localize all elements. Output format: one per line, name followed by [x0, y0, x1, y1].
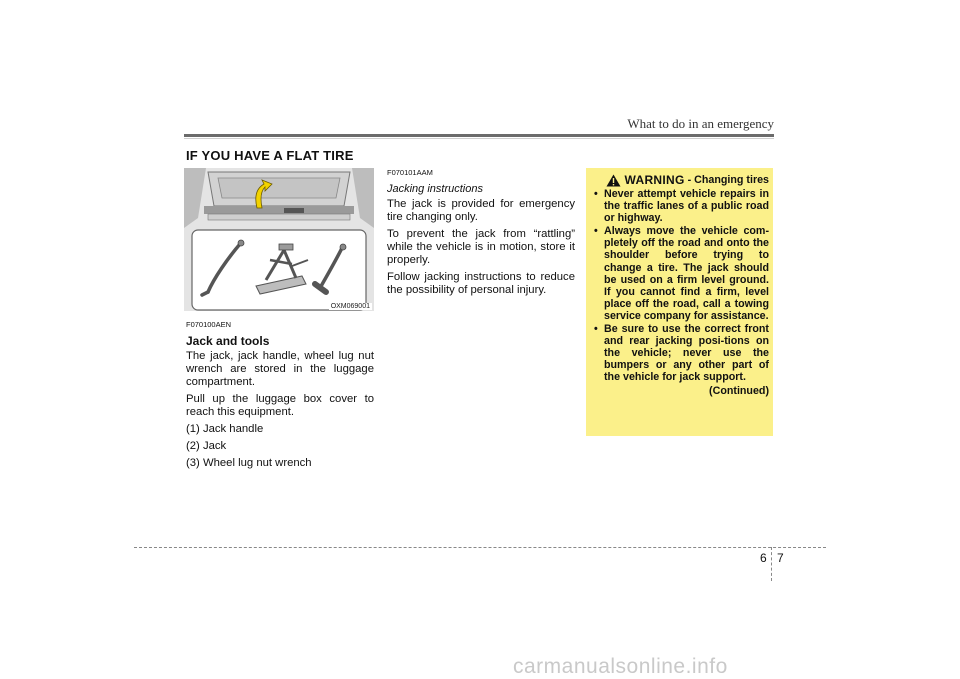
jack-tools-item: (1) Jack handle	[186, 423, 264, 435]
figure-id: OXM069001	[330, 303, 370, 310]
footer-rule	[134, 547, 826, 548]
warning-item: • Be sure to use the correct front and rear jacking posi-tions on the vehicle; never use the bumpers or any other part of the vehicle for jack support.	[594, 323, 769, 384]
header-title: What to do in an emergency	[627, 116, 774, 131]
jacking-code: F070101AAM	[387, 168, 433, 177]
luggage-tools-illustration	[184, 168, 374, 311]
jacking-paragraph: Follow jacking instructions to reduce the possibility of personal injury.	[387, 271, 575, 296]
warning-list	[592, 188, 769, 384]
jack-tools-heading: Jack and tools	[186, 334, 270, 348]
warning-subtitle: - Changing tires	[687, 174, 769, 187]
warning-item: • Always move the vehicle com-pletely off the road and onto the shoulder before trying to change a tire. The jack should be used on a firm level ground. If you cannot find a firm, level place off the road, call a towing service company for assistance.	[594, 225, 769, 322]
column-jacking	[387, 166, 575, 301]
page-section-number: 6	[760, 551, 767, 565]
jacking-paragraph: To prevent the jack from “rattling” while the vehicle is in motion, store it properly.	[387, 228, 575, 266]
footer-divider	[771, 547, 772, 581]
warning-triangle-icon	[606, 174, 621, 187]
jack-tools-code: F070100AEN	[186, 320, 232, 329]
warning-header	[592, 174, 769, 187]
jack-tools-item: (2) Jack	[186, 440, 227, 452]
jacking-paragraph: The jack is provided for emergency tire changing only.	[387, 198, 575, 223]
bullet-icon: •	[594, 188, 598, 200]
bullet-icon: •	[594, 323, 598, 336]
jack-tools-paragraph: The jack, jack handle, wheel lug nut wrench are stored in the luggage compartment.	[186, 350, 374, 388]
bullet-icon: •	[594, 225, 598, 238]
section-title: IF YOU HAVE A FLAT TIRE	[186, 148, 354, 163]
header-rule	[184, 134, 774, 137]
jacking-heading: Jacking instructions	[387, 183, 483, 195]
warning-word: WARNING	[624, 173, 685, 188]
warning-continued: (Continued)	[709, 384, 769, 397]
figure-jack-tools	[184, 168, 374, 311]
jack-tools-item: (3) Wheel lug nut wrench	[186, 457, 312, 469]
column-jack-tools	[186, 318, 374, 474]
header-rule-thin	[184, 138, 774, 139]
warning-item: • Never attempt vehicle repairs in the traffic lanes of a public road or highway.	[594, 188, 769, 225]
page-number: 7	[777, 551, 784, 565]
jack-tools-paragraph: Pull up the luggage box cover to reach this equipment.	[186, 393, 374, 418]
warning-box	[586, 168, 773, 436]
watermark: carmanualsonline.info	[513, 655, 728, 678]
